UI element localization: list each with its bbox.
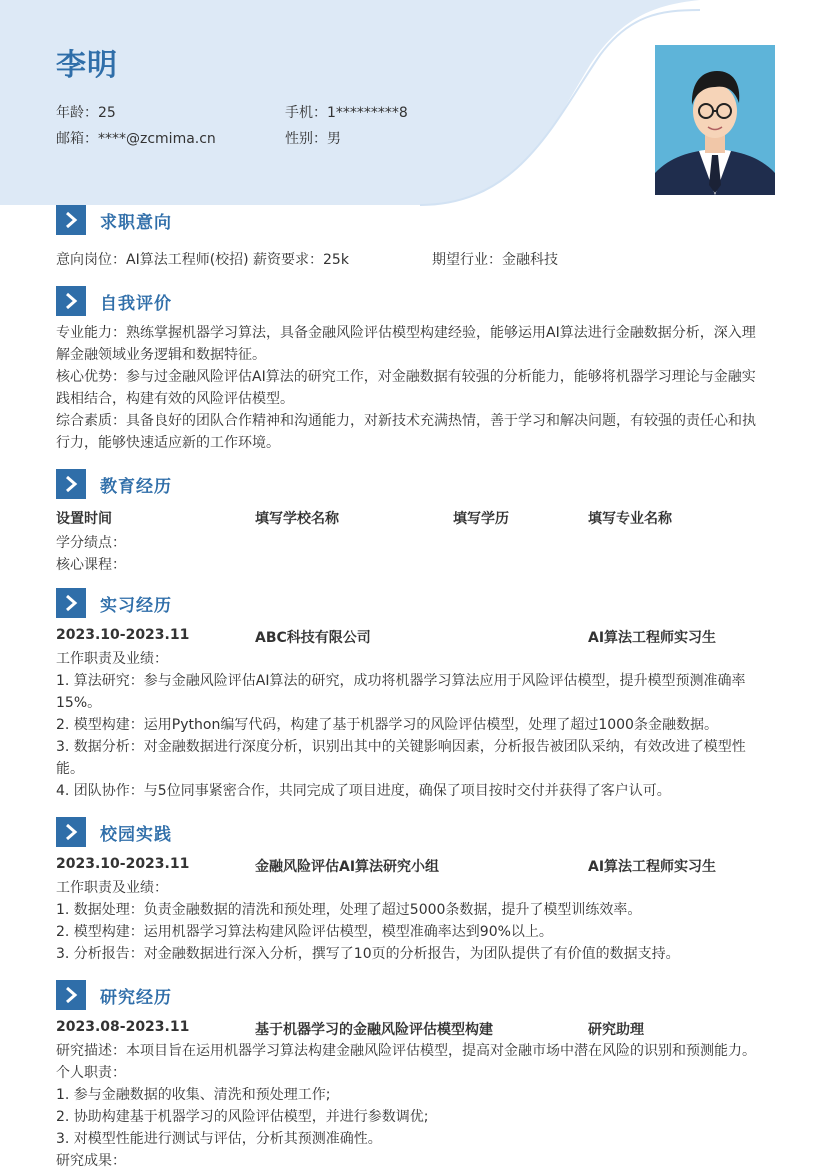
research-item: 2. 协助构建基于机器学习的风险评估模型，并进行参数调优;: [56, 1109, 429, 1125]
edu-major: 填写专业名称: [588, 511, 672, 527]
gender-info: 性别：男: [285, 131, 341, 147]
section-education: 教育经历: [56, 469, 172, 499]
chevron-right-icon: [56, 980, 86, 1010]
chevron-right-icon: [56, 817, 86, 847]
edu-degree: 填写学历: [453, 511, 509, 527]
intern-item: 2. 模型构建：运用Python编写代码，构建了基于机器学习的风险评估模型，处理了超过1000条金融数据。: [56, 717, 718, 733]
self-paragraph: 专业能力：熟练掌握机器学习算法，具备金融风险评估模型构建经验，能够运用AI算法进行金融数据分析，深入理解金融领域业务逻辑和数据特征。: [56, 325, 756, 363]
campus-role: AI算法工程师实习生: [588, 859, 717, 875]
edu-school: 填写学校名称: [255, 511, 339, 527]
research-duty: 个人职责：: [56, 1065, 126, 1081]
candidate-name: 李明: [56, 48, 118, 83]
section-self-evaluation: 自我评价: [56, 286, 172, 316]
edu-courses: 核心课程：: [56, 557, 126, 573]
intern-intro: 工作职责及业绩：: [56, 651, 168, 667]
research-result: 研究成果：: [56, 1153, 126, 1169]
intent-industry: 期望行业：金融科技: [432, 252, 558, 268]
intent-position: 意向岗位：AI算法工程师(校招): [56, 252, 249, 268]
intent-salary: 薪资要求：25k: [253, 252, 349, 268]
campus-time: 2023.10-2023.11: [56, 856, 190, 872]
chevron-right-icon: [56, 286, 86, 316]
intern-company: ABC科技有限公司: [255, 630, 371, 646]
self-paragraph: 综合素质：具备良好的团队合作精神和沟通能力，对新技术充满热情，善于学习和解决问题，有较强的责任心和执行力，能够快速适应新的工作环境。: [56, 413, 756, 451]
intern-item: 3. 数据分析：对金融数据进行深度分析，识别出其中的关键影响因素，分析报告被团队采纳，有效改进了模型性能。: [56, 739, 746, 777]
intern-item: 4. 团队协作：与5位同事紧密合作，共同完成了项目进度，确保了项目按时交付并获得了客户认可。: [56, 783, 671, 799]
section-internship: 实习经历: [56, 588, 172, 618]
edu-time: 设置时间: [56, 511, 112, 527]
section-job-intent: 求职意向: [56, 205, 172, 235]
research-time: 2023.08-2023.11: [56, 1019, 190, 1035]
profile-photo: [655, 45, 775, 195]
edu-gpa: 学分绩点：: [56, 535, 126, 551]
research-item: 3. 对模型性能进行测试与评估，分析其预测准确性。: [56, 1131, 382, 1147]
phone-info: 手机：1*********8: [285, 105, 408, 121]
intern-item: 1. 算法研究：参与金融风险评估AI算法的研究，成功将机器学习算法应用于风险评估模型，提升模型预测准确率15%。: [56, 673, 746, 711]
chevron-right-icon: [56, 205, 86, 235]
campus-org: 金融风险评估AI算法研究小组: [255, 859, 440, 875]
chevron-right-icon: [56, 588, 86, 618]
campus-item: 1. 数据处理：负责金融数据的清洗和预处理，处理了超过5000条数据，提升了模型训练效率。: [56, 902, 642, 918]
research-item: 1. 参与金融数据的收集、清洗和预处理工作;: [56, 1087, 331, 1103]
research-project: 基于机器学习的金融风险评估模型构建: [255, 1022, 493, 1038]
intern-role: AI算法工程师实习生: [588, 630, 717, 646]
email-info: 邮箱：****@zcmima.cn: [56, 131, 216, 147]
research-desc: 研究描述：本项目旨在运用机器学习算法构建金融风险评估模型，提高对金融市场中潜在风险的识别和预测能力。: [56, 1043, 756, 1059]
chevron-right-icon: [56, 469, 86, 499]
intern-time: 2023.10-2023.11: [56, 627, 190, 643]
section-research: 研究经历: [56, 980, 172, 1010]
self-paragraph: 核心优势：参与过金融风险评估AI算法的研究工作，对金融数据有较强的分析能力，能够将机器学习理论与金融实践相结合，构建有效的风险评估模型。: [56, 369, 756, 407]
campus-item: 3. 分析报告：对金融数据进行深入分析，撰写了10页的分析报告，为团队提供了有价值的数据支持。: [56, 946, 680, 962]
age-info: 年龄：25: [56, 105, 116, 121]
campus-item: 2. 模型构建：运用机器学习算法构建风险评估模型，模型准确率达到90%以上。: [56, 924, 553, 940]
research-role: 研究助理: [588, 1022, 644, 1038]
campus-intro: 工作职责及业绩：: [56, 880, 168, 896]
section-campus: 校园实践: [56, 817, 172, 847]
